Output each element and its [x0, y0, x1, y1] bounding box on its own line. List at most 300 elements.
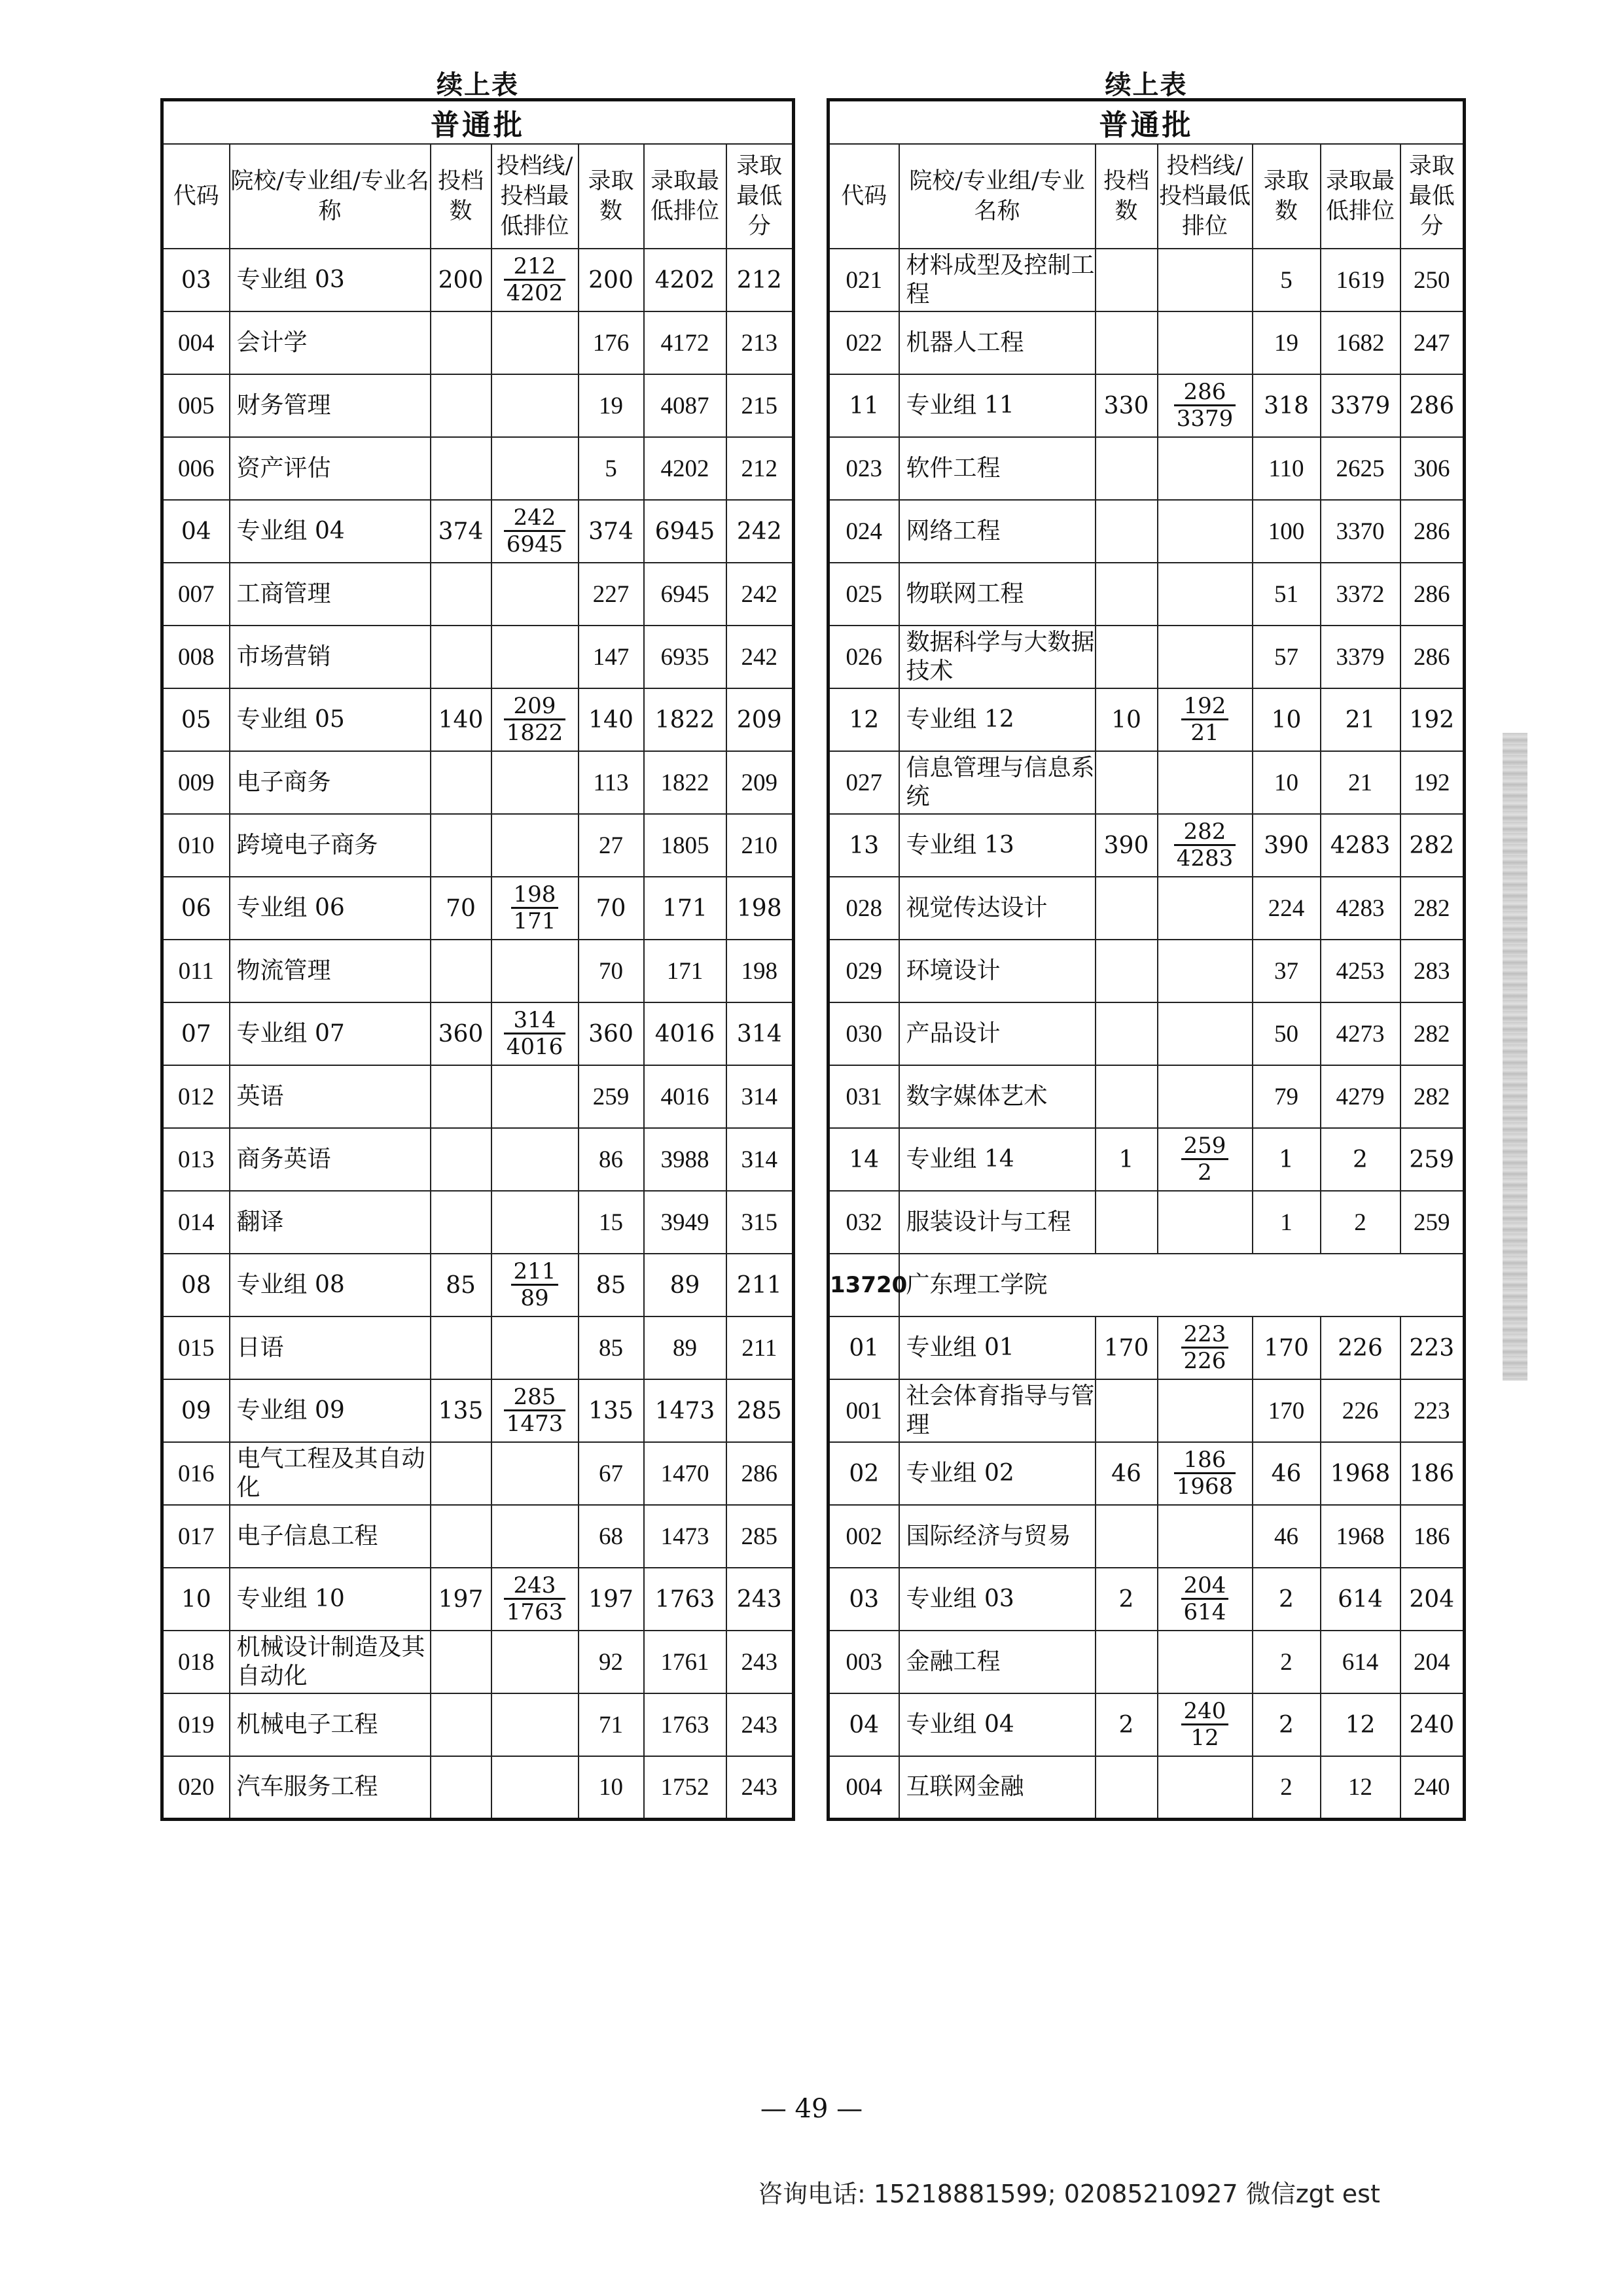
row-min-score: 282: [1400, 877, 1465, 940]
row-filed-count: [1096, 500, 1158, 563]
row-admitted: 5: [579, 437, 644, 500]
row-admitted: 360: [579, 1002, 644, 1065]
row-code: 004: [829, 1756, 899, 1819]
row-admitted: 318: [1253, 374, 1321, 437]
major-row: [829, 1191, 1465, 1254]
row-min-rank: 614: [1321, 1568, 1400, 1631]
row-min-score: 285: [726, 1379, 794, 1442]
row-min-rank: 4202: [644, 437, 726, 500]
row-filed-line: [1158, 1442, 1253, 1505]
row-min-rank: 4016: [644, 1065, 726, 1128]
row-name: 商务英语: [230, 1128, 431, 1191]
major-row: [162, 563, 794, 626]
row-min-rank: 4202: [644, 249, 726, 311]
filed-line-fraction: [504, 1385, 566, 1436]
row-min-rank: 171: [644, 940, 726, 1002]
row-code: 04: [162, 500, 230, 563]
row-filed-line: [1158, 814, 1253, 877]
row-code: 029: [829, 940, 899, 1002]
major-row: [829, 1002, 1465, 1065]
major-row: [829, 877, 1465, 940]
row-name: 资产评估: [230, 437, 431, 500]
row-min-score: 243: [726, 1568, 794, 1631]
row-min-rank: 614: [1321, 1631, 1400, 1693]
filed-line-fraction: [1174, 380, 1236, 431]
row-filed-count: [1096, 1505, 1158, 1568]
row-name: 汽车服务工程: [230, 1756, 431, 1819]
row-code: 10: [162, 1568, 230, 1631]
row-admitted: 86: [579, 1128, 644, 1191]
row-name: 广东理工学院: [899, 1254, 1465, 1316]
row-min-rank: 1763: [644, 1568, 726, 1631]
major-row: [162, 1128, 794, 1191]
row-name: 机械电子工程: [230, 1693, 431, 1756]
table-body-left: [162, 249, 794, 1819]
row-code: 04: [829, 1693, 899, 1756]
row-admitted: 2: [1253, 1631, 1321, 1693]
row-min-rank: 3988: [644, 1128, 726, 1191]
row-min-rank: 6945: [644, 563, 726, 626]
row-min-rank: 4279: [1321, 1065, 1400, 1128]
filed-line-rank: 4202: [506, 280, 563, 306]
row-filed-line: [491, 751, 579, 814]
row-code: 007: [162, 563, 230, 626]
row-name: 互联网金融: [899, 1756, 1096, 1819]
row-min-rank: 6935: [644, 626, 726, 688]
row-name: 材料成型及控制工程: [899, 249, 1096, 311]
row-admitted: 68: [579, 1505, 644, 1568]
row-code: 024: [829, 500, 899, 563]
row-name: 财务管理: [230, 374, 431, 437]
major-row: [162, 940, 794, 1002]
filed-line-score: 211: [511, 1259, 559, 1286]
row-code: 022: [829, 311, 899, 374]
major-row: [162, 1316, 794, 1379]
row-admitted: 197: [579, 1568, 644, 1631]
row-name: 环境设计: [899, 940, 1096, 1002]
row-code: 032: [829, 1191, 899, 1254]
filed-line-score: 223: [1181, 1322, 1229, 1349]
row-min-score: 209: [726, 751, 794, 814]
row-min-rank: 2625: [1321, 437, 1400, 500]
row-admitted: 19: [579, 374, 644, 437]
row-filed-line: [1158, 1191, 1253, 1254]
filed-line-score: 314: [504, 1008, 566, 1034]
filed-line-score: 198: [511, 882, 559, 909]
major-row: [162, 1191, 794, 1254]
row-min-score: 212: [726, 437, 794, 500]
filed-line-fraction: [504, 1008, 566, 1059]
row-code: 011: [162, 940, 230, 1002]
group-row: [829, 1442, 1465, 1505]
filed-line-score: 192: [1181, 694, 1229, 720]
row-code: 005: [162, 374, 230, 437]
row-filed-line: [1158, 311, 1253, 374]
row-filed-count: [431, 1756, 491, 1819]
col-header-filed-line: 投档线/投档最低排位: [491, 144, 579, 249]
row-min-rank: 4016: [644, 1002, 726, 1065]
row-min-rank: 3372: [1321, 563, 1400, 626]
row-min-score: 283: [1400, 940, 1465, 1002]
row-code: 11: [829, 374, 899, 437]
row-admitted: 113: [579, 751, 644, 814]
col-header-name: 院校/专业组/专业名称: [230, 144, 431, 249]
row-name: 工商管理: [230, 563, 431, 626]
filed-line-rank: 2: [1198, 1159, 1212, 1186]
row-filed-line: [1158, 1379, 1253, 1442]
filed-line-rank: 171: [513, 908, 556, 934]
col-header-code: 代码: [829, 144, 899, 249]
row-filed-count: [431, 1128, 491, 1191]
row-filed-line: [491, 1693, 579, 1756]
row-filed-line: [1158, 1568, 1253, 1631]
row-code: 016: [162, 1442, 230, 1505]
row-name: 网络工程: [899, 500, 1096, 563]
row-code: 023: [829, 437, 899, 500]
row-name: 数字媒体艺术: [899, 1065, 1096, 1128]
row-filed-line: [1158, 1065, 1253, 1128]
row-filed-count: [431, 311, 491, 374]
row-filed-count: 85: [431, 1254, 491, 1316]
row-code: 014: [162, 1191, 230, 1254]
row-admitted: 85: [579, 1316, 644, 1379]
row-code: 027: [829, 751, 899, 814]
row-filed-count: [431, 563, 491, 626]
row-min-rank: 1968: [1321, 1442, 1400, 1505]
row-filed-line: [491, 1379, 579, 1442]
filed-line-fraction: [1181, 694, 1229, 745]
row-code: 03: [829, 1568, 899, 1631]
row-min-score: 259: [1400, 1128, 1465, 1191]
row-min-rank: 2: [1321, 1191, 1400, 1254]
row-admitted: 147: [579, 626, 644, 688]
row-min-rank: 6945: [644, 500, 726, 563]
row-code: 004: [162, 311, 230, 374]
row-admitted: 46: [1253, 1442, 1321, 1505]
row-min-score: 192: [1400, 688, 1465, 751]
row-min-score: 210: [726, 814, 794, 877]
continued-label: 续上表: [437, 69, 520, 100]
row-filed-count: [1096, 877, 1158, 940]
row-min-rank: 1822: [644, 751, 726, 814]
filed-line-score: 242: [504, 505, 566, 532]
row-name: 社会体育指导与管理: [899, 1379, 1096, 1442]
row-filed-count: [431, 1693, 491, 1756]
row-name: 软件工程: [899, 437, 1096, 500]
row-filed-count: [431, 374, 491, 437]
filed-line-score: 259: [1181, 1133, 1229, 1160]
row-min-score: 211: [726, 1254, 794, 1316]
filed-line-rank: 4283: [1176, 845, 1234, 872]
row-filed-count: [1096, 1191, 1158, 1254]
row-filed-count: [431, 1065, 491, 1128]
filed-line-score: 240: [1181, 1699, 1229, 1725]
row-filed-line: [1158, 1505, 1253, 1568]
filed-line-fraction: [504, 1573, 566, 1625]
row-code: 02: [829, 1442, 899, 1505]
row-filed-line: [491, 877, 579, 940]
filed-line-rank: 12: [1190, 1725, 1219, 1751]
filed-line-score: 186: [1174, 1447, 1236, 1474]
col-header-min-rank: 录取最低排位: [1321, 144, 1400, 249]
row-admitted: 1: [1253, 1128, 1321, 1191]
col-header-min-score: 录取最低分: [726, 144, 794, 249]
row-code: 12: [829, 688, 899, 751]
major-row: [162, 1442, 794, 1505]
row-filed-line: [491, 1568, 579, 1631]
row-code: 08: [162, 1254, 230, 1316]
row-admitted: 390: [1253, 814, 1321, 877]
row-name: 专业组 04: [230, 500, 431, 563]
filed-line-rank: 6945: [506, 531, 563, 557]
filed-line-fraction: [511, 882, 559, 934]
row-filed-count: 2: [1096, 1568, 1158, 1631]
row-filed-count: [431, 814, 491, 877]
row-filed-line: [1158, 500, 1253, 563]
row-code: 01: [829, 1316, 899, 1379]
major-row: [162, 751, 794, 814]
row-min-score: 215: [726, 374, 794, 437]
table-body-right: [829, 249, 1465, 1819]
filed-line-score: 209: [504, 694, 566, 720]
group-row: [829, 1693, 1465, 1756]
group-row: [829, 688, 1465, 751]
row-min-rank: 1763: [644, 1693, 726, 1756]
row-name: 专业组 11: [899, 374, 1096, 437]
row-code: 03: [162, 249, 230, 311]
major-row: [162, 1756, 794, 1819]
row-filed-line: [1158, 940, 1253, 1002]
row-name: 专业组 09: [230, 1379, 431, 1442]
row-name: 专业组 06: [230, 877, 431, 940]
row-filed-count: 170: [1096, 1316, 1158, 1379]
row-filed-count: [1096, 1379, 1158, 1442]
major-row: [829, 500, 1465, 563]
row-name: 机器人工程: [899, 311, 1096, 374]
major-row: [829, 563, 1465, 626]
row-min-score: 243: [726, 1756, 794, 1819]
row-admitted: 5: [1253, 249, 1321, 311]
row-filed-line: [1158, 1631, 1253, 1693]
row-min-score: 204: [1400, 1568, 1465, 1631]
row-min-rank: 2: [1321, 1128, 1400, 1191]
row-min-score: 242: [726, 500, 794, 563]
row-min-score: 286: [1400, 374, 1465, 437]
page-number: — 49 —: [760, 2094, 863, 2124]
col-header-filed-count: 投档数: [431, 144, 491, 249]
row-code: 021: [829, 249, 899, 311]
admission-table-right: [827, 98, 1466, 1821]
row-code: 028: [829, 877, 899, 940]
row-filed-count: 200: [431, 249, 491, 311]
filed-line-fraction: [504, 254, 566, 306]
row-filed-count: [431, 1442, 491, 1505]
row-filed-count: [431, 1505, 491, 1568]
row-filed-count: 135: [431, 1379, 491, 1442]
row-admitted: 70: [579, 940, 644, 1002]
row-admitted: 71: [579, 1693, 644, 1756]
row-filed-count: 390: [1096, 814, 1158, 877]
group-row: [162, 1379, 794, 1442]
row-admitted: 2: [1253, 1568, 1321, 1631]
row-filed-count: 330: [1096, 374, 1158, 437]
row-name: 市场营销: [230, 626, 431, 688]
row-code: 025: [829, 563, 899, 626]
row-filed-count: [1096, 249, 1158, 311]
row-admitted: 10: [1253, 688, 1321, 751]
row-filed-count: [1096, 1002, 1158, 1065]
filed-line-rank: 1968: [1176, 1474, 1234, 1500]
group-row: [162, 1568, 794, 1631]
row-min-score: 314: [726, 1065, 794, 1128]
row-filed-count: 197: [431, 1568, 491, 1631]
row-min-score: 250: [1400, 249, 1465, 311]
row-min-score: 282: [1400, 1002, 1465, 1065]
row-admitted: 70: [579, 877, 644, 940]
row-filed-line: [491, 814, 579, 877]
group-row: [162, 688, 794, 751]
row-min-rank: 3949: [644, 1191, 726, 1254]
row-name: 英语: [230, 1065, 431, 1128]
row-filed-count: 10: [1096, 688, 1158, 751]
row-name: 产品设计: [899, 1002, 1096, 1065]
major-row: [162, 374, 794, 437]
batch-label: 普通批: [162, 100, 794, 145]
filed-line-rank: 21: [1190, 720, 1219, 746]
row-min-rank: 226: [1321, 1316, 1400, 1379]
row-filed-line: [491, 1128, 579, 1191]
row-filed-count: 70: [431, 877, 491, 940]
row-min-rank: 3370: [1321, 500, 1400, 563]
row-filed-count: [1096, 1631, 1158, 1693]
row-min-score: 282: [1400, 1065, 1465, 1128]
row-filed-count: [431, 626, 491, 688]
row-min-score: 209: [726, 688, 794, 751]
row-name: 跨境电子商务: [230, 814, 431, 877]
filed-line-rank: 1473: [506, 1411, 563, 1437]
row-code: 010: [162, 814, 230, 877]
row-filed-line: [491, 500, 579, 563]
row-filed-line: [1158, 1002, 1253, 1065]
row-code: 07: [162, 1002, 230, 1065]
filed-line-fraction: [504, 505, 566, 557]
major-row: [162, 626, 794, 688]
row-name: 专业组 07: [230, 1002, 431, 1065]
row-code: 013: [162, 1128, 230, 1191]
major-row: [162, 311, 794, 374]
row-min-score: 306: [1400, 437, 1465, 500]
row-filed-count: [1096, 940, 1158, 1002]
filed-line-fraction: [1174, 819, 1236, 871]
row-admitted: 170: [1253, 1316, 1321, 1379]
col-header-admitted: 录取数: [579, 144, 644, 249]
row-admitted: 135: [579, 1379, 644, 1442]
row-admitted: 170: [1253, 1379, 1321, 1442]
row-admitted: 10: [1253, 751, 1321, 814]
row-filed-count: [1096, 311, 1158, 374]
row-min-score: 282: [1400, 814, 1465, 877]
row-admitted: 10: [579, 1756, 644, 1819]
group-row: [829, 374, 1465, 437]
group-row: [162, 1002, 794, 1065]
row-filed-line: [1158, 249, 1253, 311]
row-name: 专业组 14: [899, 1128, 1096, 1191]
row-filed-count: [431, 437, 491, 500]
col-header-admitted: 录取数: [1253, 144, 1321, 249]
row-admitted: 50: [1253, 1002, 1321, 1065]
row-filed-count: [1096, 563, 1158, 626]
row-filed-line: [1158, 626, 1253, 688]
row-code: 09: [162, 1379, 230, 1442]
row-filed-line: [491, 1254, 579, 1316]
row-filed-line: [1158, 1316, 1253, 1379]
row-min-score: 213: [726, 311, 794, 374]
row-code: 002: [829, 1505, 899, 1568]
major-row: [162, 1693, 794, 1756]
col-header-min-rank: 录取最低排位: [644, 144, 726, 249]
row-name: 国际经济与贸易: [899, 1505, 1096, 1568]
row-min-score: 286: [1400, 500, 1465, 563]
left-table-block: [160, 69, 795, 1821]
scan-edge-stripe: [1503, 733, 1527, 1381]
row-min-score: 198: [726, 877, 794, 940]
filed-line-rank: 226: [1183, 1348, 1226, 1374]
row-code: 012: [162, 1065, 230, 1128]
row-min-rank: 12: [1321, 1756, 1400, 1819]
row-min-rank: 4253: [1321, 940, 1400, 1002]
row-min-rank: 4273: [1321, 1002, 1400, 1065]
filed-line-fraction: [1174, 1447, 1236, 1499]
row-min-score: 204: [1400, 1631, 1465, 1693]
row-code: 13720: [829, 1254, 899, 1316]
row-min-score: 223: [1400, 1379, 1465, 1442]
filed-line-fraction: [511, 1259, 559, 1311]
row-min-rank: 1822: [644, 688, 726, 751]
major-row: [829, 751, 1465, 814]
row-name: 服装设计与工程: [899, 1191, 1096, 1254]
row-min-score: 243: [726, 1693, 794, 1756]
continued-label: 续上表: [1105, 69, 1188, 100]
major-row: [829, 1379, 1465, 1442]
major-row: [162, 1505, 794, 1568]
row-code: 026: [829, 626, 899, 688]
row-filed-count: [1096, 626, 1158, 688]
row-min-rank: 171: [644, 877, 726, 940]
major-row: [829, 1065, 1465, 1128]
row-admitted: 374: [579, 500, 644, 563]
row-code: 003: [829, 1631, 899, 1693]
row-min-rank: 4283: [1321, 877, 1400, 940]
row-filed-count: 1: [1096, 1128, 1158, 1191]
row-admitted: 79: [1253, 1065, 1321, 1128]
group-row: [829, 814, 1465, 877]
row-filed-line: [491, 437, 579, 500]
row-name: 日语: [230, 1316, 431, 1379]
row-filed-count: [431, 1191, 491, 1254]
row-code: 05: [162, 688, 230, 751]
row-filed-line: [1158, 751, 1253, 814]
row-filed-count: [431, 1316, 491, 1379]
row-min-score: 223: [1400, 1316, 1465, 1379]
filed-line-rank: 89: [520, 1285, 549, 1311]
row-filed-count: [431, 1631, 491, 1693]
row-name: 信息管理与信息系统: [899, 751, 1096, 814]
row-name: 电气工程及其自动化: [230, 1442, 431, 1505]
row-name: 专业组 02: [899, 1442, 1096, 1505]
major-row: [162, 437, 794, 500]
filed-line-rank: 614: [1183, 1599, 1226, 1625]
row-filed-count: [1096, 751, 1158, 814]
